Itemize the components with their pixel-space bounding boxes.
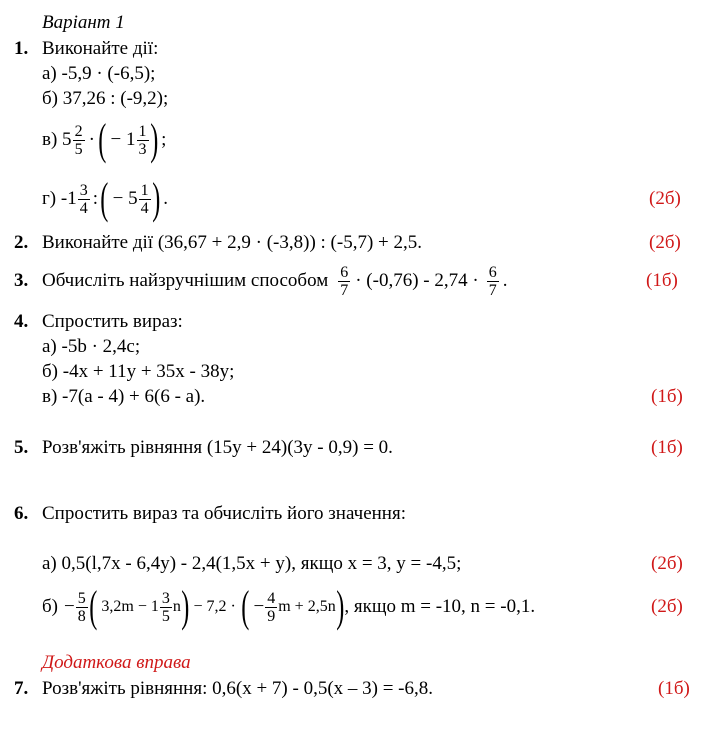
- task-4c: в) -7(a - 4) + 6(6 - a).: [42, 386, 206, 407]
- fraction: $\frac{6}{7}$: [340, 263, 349, 299]
- right-paren: ): [149, 115, 158, 164]
- operator: − 7,2 ·: [193, 598, 236, 615]
- punct: .: [163, 188, 169, 209]
- task-7-text: Розв'яжіть рівняння: 0,6(x + 7) - 0,5(x – 3) = -6,8.: [42, 678, 434, 699]
- variant-title: Варіант 1: [42, 12, 125, 33]
- task-6-heading: Спростить вираз та обчисліть його значення:: [42, 503, 406, 524]
- task-7-points: (1б): [658, 678, 690, 699]
- task-4a: а) -5b · 2,4c;: [42, 336, 141, 357]
- minus: −: [64, 596, 75, 617]
- task-6b-points: (2б): [651, 596, 683, 617]
- fraction: $\frac{1}{4}$: [140, 181, 149, 217]
- task-6a: а) 0,5(l,7x - 6,4y) - 2,4(1,5x + y), якщо x = 3, y = -4,5;: [42, 553, 462, 574]
- inner-expr: m + 2,5n: [278, 598, 336, 615]
- task-4-points: (1б): [651, 386, 683, 407]
- task-4-heading: Спростить вираз:: [42, 311, 183, 332]
- task-1c-inner: − 1: [110, 129, 136, 150]
- task-7-number: 7.: [14, 678, 29, 699]
- punct: ;: [161, 129, 167, 150]
- task-1c-prefix: в) 5: [42, 129, 72, 150]
- task-1c: [42, 116, 166, 164]
- task-5-points: (1б): [651, 437, 683, 458]
- fraction: $\frac{3}{5}$: [161, 589, 170, 625]
- task-1d-prefix: г) -1: [42, 188, 77, 209]
- inner-var: n: [172, 598, 181, 615]
- task-1b: б) 37,26 : (-9,2);: [42, 88, 169, 109]
- fraction: $\frac{2}{5}$: [74, 122, 83, 158]
- task-1d-inner: − 5: [112, 188, 138, 209]
- left-paren: (: [89, 582, 98, 631]
- task-6b-condition: , якщо m = -10, n = -0,1.: [344, 596, 536, 617]
- punct: .: [502, 270, 508, 291]
- task-2-text: Виконайте дії (36,67 + 2,9 · (-3,8)) : (-5,7) + 2,5.: [42, 232, 422, 253]
- task-2-points: (2б): [649, 232, 681, 253]
- task-6-number: 6.: [14, 503, 29, 524]
- right-paren: ): [336, 582, 345, 631]
- fraction: $\frac{4}{9}$: [267, 589, 276, 625]
- extra-heading: Додаткова вправа: [42, 652, 191, 673]
- fraction: $\frac{3}{4}$: [79, 181, 88, 217]
- task-3-text: Обчисліть найзручнішим способом: [42, 270, 329, 291]
- task-2-number: 2.: [14, 232, 29, 253]
- task-1-number: 1.: [14, 38, 29, 59]
- left-paren: (: [100, 174, 109, 223]
- right-paren: ): [151, 174, 160, 223]
- task-1-points: (2б): [649, 188, 681, 209]
- task-3-points: (1б): [646, 270, 678, 291]
- inner-expr: 3,2m − 1: [101, 598, 159, 615]
- fraction: $\frac{1}{3}$: [138, 122, 147, 158]
- operator: ·: [88, 129, 95, 150]
- task-3-middle: · (-0,76) - 2,74 ·: [355, 270, 479, 291]
- left-paren: (: [98, 115, 107, 164]
- task-4-number: 4.: [14, 311, 29, 332]
- task-6b: [42, 583, 535, 631]
- fraction: $\frac{5}{8}$: [77, 589, 86, 625]
- task-5-number: 5.: [14, 437, 29, 458]
- task-1-heading: Виконайте дії:: [42, 38, 159, 59]
- task-1d: [42, 175, 168, 223]
- task-1a: а) -5,9 · (-6,5);: [42, 63, 156, 84]
- task-3-expression: [42, 257, 507, 305]
- task-6a-points: (2б): [651, 553, 683, 574]
- left-paren: (: [241, 582, 250, 631]
- task-3-number: 3.: [14, 270, 29, 291]
- minus: −: [253, 596, 265, 617]
- right-paren: ): [181, 582, 190, 631]
- fraction: $\frac{6}{7}$: [488, 263, 497, 299]
- task-6b-prefix: б): [42, 596, 58, 617]
- operator: :: [92, 188, 98, 209]
- task-4b: б) -4x + 11y + 35x - 38y;: [42, 361, 235, 382]
- task-5-text: Розв'яжіть рівняння (15y + 24)(3y - 0,9) = 0.: [42, 437, 393, 458]
